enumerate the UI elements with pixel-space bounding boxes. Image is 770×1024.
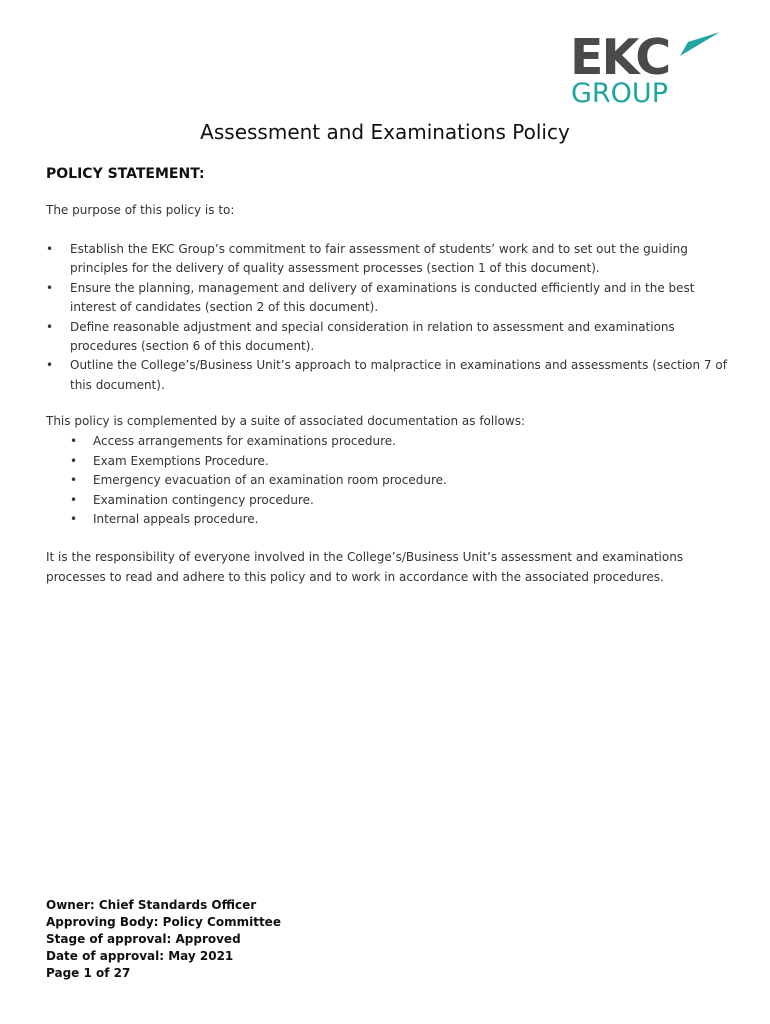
logo-accent-arrow-icon [680,32,720,56]
purpose-intro: The purpose of this policy is to: [46,203,235,217]
logo-text-group: GROUP [571,78,668,104]
associated-document-item: • Internal appeals procedure. [70,510,447,530]
associated-documents-list [70,432,447,530]
responsibility-paragraph: It is the responsibility of everyone involved in the College’s/Business Unit’s assessment and examinations processes to read and adhere to this policy and to work in accordance with the associated procedures. [46,550,684,584]
associated-document-item: • Exam Exemptions Procedure. [70,452,447,472]
document-footer [46,897,281,982]
purpose-item: • Ensure the planning, management and delivery of examinations is conducted efficiently and in the best interest of candidates (section 2 of this document). [46,279,736,318]
complement-intro: This policy is complemented by a suite of associated documentation as follows: [46,414,526,428]
footer-date: Date of approval: May 2021 [46,949,234,963]
footer-stage: Stage of approval: Approved [46,932,241,946]
footer-approving-body: Approving Body: Policy Committee [46,915,281,929]
associated-document-item: • Examination contingency procedure. [70,491,447,511]
logo-text-ekc: EKC [570,29,670,86]
purpose-item: • Establish the EKC Group’s commitment to fair assessment of students’ work and to set out the guiding principles for the delivery of quality assessment processes (section 1 of this document). [46,240,736,279]
purpose-item: • Outline the College’s/Business Unit’s approach to malpractice in examinations and assessments (section 7 of this document). [46,356,736,395]
associated-document-item: • Access arrangements for examinations procedure. [70,432,447,452]
document-title: Assessment and Examinations Policy [200,120,570,144]
ekc-group-logo [570,26,722,104]
associated-document-item: • Emergency evacuation of an examination room procedure. [70,471,447,491]
footer-page-number: Page 1 of 27 [46,966,131,980]
purpose-list [46,240,736,395]
footer-owner: Owner: Chief Standards Officer [46,898,257,912]
purpose-item: • Define reasonable adjustment and special consideration in relation to assessment and examinations procedures (section 6 of this document). [46,318,736,357]
policy-statement-heading: POLICY STATEMENT: [46,166,205,182]
